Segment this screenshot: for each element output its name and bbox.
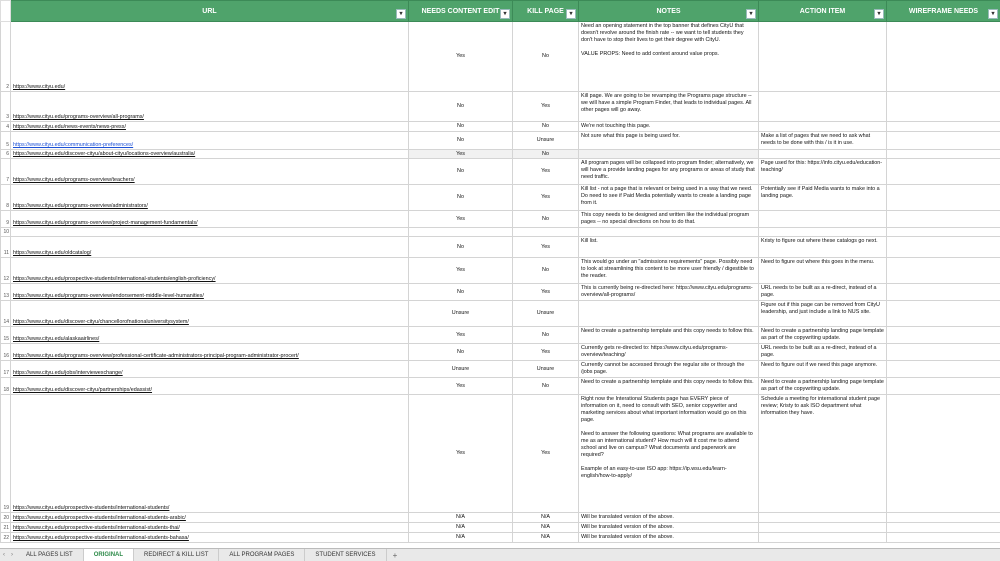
row-number: 15 — [1, 327, 11, 344]
table-body — [1, 22, 1000, 543]
wireframe-needs-cell[interactable] — [887, 284, 1000, 301]
url-cell[interactable]: https://www.cityu.edu/prospective-students/international-students/english-proficiency/ — [11, 258, 409, 284]
table-row — [1, 150, 1000, 159]
table-row — [1, 361, 1000, 378]
needs-content-edit-cell[interactable]: No — [409, 344, 513, 361]
table-row — [1, 122, 1000, 132]
notes-cell[interactable] — [579, 301, 759, 327]
action-item-cell[interactable] — [759, 150, 887, 159]
wireframe-needs-cell[interactable] — [887, 159, 1000, 185]
notes-cell[interactable]: Right now the Interational Students page has EVERY piece of information on it, need to consult with SEO, senior copywriter and marketing services about what important information would go on this page. Need to answer the following questions: What programs are available to me as an international student? How much will it cost me to attend school and live on campus? What documents and paperwork are required? Example of an easy-to-use ISO app: https://ip.wsu.edu/learn-english/how-to-apply/ — [579, 395, 759, 513]
action-item-cell[interactable] — [759, 523, 887, 533]
row-number: 19 — [1, 395, 11, 513]
row-number: 6 — [1, 150, 11, 159]
notes-cell[interactable]: Will be translated version of the above. — [579, 533, 759, 543]
action-item-cell[interactable]: Need to create a partnership landing page template as part of the copywriting update. — [759, 378, 887, 395]
header-row — [1, 1, 1000, 22]
action-item-cell[interactable]: Need to figure out if we need this page anymore. — [759, 361, 887, 378]
table-row — [1, 284, 1000, 301]
header-kill-page[interactable]: KILL PAGE ▾ — [513, 1, 579, 22]
action-item-cell[interactable]: Figure out if this page can be removed from CityU leadership, and just include a link to NUS site. — [759, 301, 887, 327]
needs-content-edit-cell[interactable]: N/A — [409, 513, 513, 523]
action-item-cell[interactable]: Need to figure out where this goes in the menu. — [759, 258, 887, 284]
kill-page-cell[interactable]: Yes — [513, 344, 579, 361]
needs-content-edit-cell[interactable]: Unsure — [409, 301, 513, 327]
table-row — [1, 258, 1000, 284]
notes-cell[interactable] — [579, 150, 759, 159]
needs-content-edit-cell[interactable]: No — [409, 92, 513, 122]
url-cell[interactable]: https://www.cityu.edu/ — [11, 22, 409, 92]
action-item-cell[interactable]: Schedule a meeting for international student page review; Kristy to ask ISO department what information they have. — [759, 395, 887, 513]
needs-content-edit-cell[interactable]: Yes — [409, 211, 513, 228]
kill-page-cell[interactable]: No — [513, 327, 579, 344]
action-item-cell[interactable] — [759, 22, 887, 92]
notes-cell[interactable]: This would go under an "admissions requirements" page. Possibly need to look at streamlining this content to be more user friendly / digestible to the reader. — [579, 258, 759, 284]
wireframe-needs-cell[interactable] — [887, 22, 1000, 92]
table-row — [1, 159, 1000, 185]
wireframe-needs-cell[interactable] — [887, 211, 1000, 228]
action-item-cell[interactable] — [759, 533, 887, 543]
wireframe-needs-cell[interactable] — [887, 122, 1000, 132]
url-cell[interactable]: https://www.cityu.edu/programs-overview/project-management-fundamentals/ — [11, 211, 409, 228]
notes-cell[interactable]: This is currently being re-directed here: https://www.cityu.edu/programs-overview/all-programs/ — [579, 284, 759, 301]
kill-page-cell[interactable]: Yes — [513, 159, 579, 185]
action-item-cell[interactable]: URL needs to be built as a re-direct, instead of a page. — [759, 344, 887, 361]
wireframe-needs-cell[interactable] — [887, 523, 1000, 533]
action-item-cell[interactable]: Make a list of pages that we need to ask what needs to be done with this / is it in use. — [759, 132, 887, 150]
kill-page-cell[interactable]: Yes — [513, 395, 579, 513]
table-row — [1, 185, 1000, 211]
row-number: 10 — [1, 228, 11, 237]
wireframe-needs-cell[interactable] — [887, 150, 1000, 159]
wireframe-needs-cell[interactable] — [887, 301, 1000, 327]
url-cell[interactable] — [11, 228, 409, 237]
needs-content-edit-cell[interactable]: No — [409, 122, 513, 132]
kill-page-cell[interactable]: Yes — [513, 237, 579, 258]
action-item-cell[interactable] — [759, 228, 887, 237]
row-number: 11 — [1, 237, 11, 258]
needs-content-edit-cell[interactable]: Yes — [409, 22, 513, 92]
wireframe-needs-cell[interactable] — [887, 344, 1000, 361]
action-item-cell[interactable]: URL needs to be built as a re-direct, instead of a page. — [759, 284, 887, 301]
needs-content-edit-cell[interactable]: Yes — [409, 378, 513, 395]
filter-dropdown-icon[interactable]: ▾ — [746, 9, 756, 19]
wireframe-needs-cell[interactable] — [887, 513, 1000, 523]
url-cell[interactable]: https://www.cityu.edu/jobs/interviewexchange/ — [11, 361, 409, 378]
filter-dropdown-icon[interactable]: ▾ — [988, 9, 998, 19]
notes-cell[interactable]: Not sure what this page is being used for. — [579, 132, 759, 150]
url-cell[interactable]: https://www.cityu.edu/discover-cityu/about-cityu/locations-overview/australia/ — [11, 150, 409, 159]
kill-page-cell[interactable]: No — [513, 122, 579, 132]
row-number: 9 — [1, 211, 11, 228]
row-number-header — [1, 1, 11, 22]
kill-page-cell[interactable]: Unsure — [513, 132, 579, 150]
url-cell[interactable]: https://www.cityu.edu/news-events/news-press/ — [11, 122, 409, 132]
url-cell[interactable]: https://www.cityu.edu/discover-cityu/partnerships/edassist/ — [11, 378, 409, 395]
wireframe-needs-cell[interactable] — [887, 395, 1000, 513]
url-cell[interactable]: https://www.cityu.edu/programs-overview/teachers/ — [11, 159, 409, 185]
needs-content-edit-cell[interactable]: N/A — [409, 523, 513, 533]
row-number: 18 — [1, 378, 11, 395]
filter-dropdown-icon[interactable]: ▾ — [396, 9, 406, 19]
wireframe-needs-cell[interactable] — [887, 258, 1000, 284]
row-number: 8 — [1, 185, 11, 211]
url-cell[interactable]: https://www.cityu.edu/prospective-students/international-students-arabic/ — [11, 513, 409, 523]
tab-all-program-pages[interactable]: ALL PROGRAM PAGES — [219, 549, 305, 561]
row-number: 22 — [1, 533, 11, 543]
notes-cell[interactable]: Will be translated version of the above. — [579, 523, 759, 533]
kill-page-cell[interactable]: Unsure — [513, 361, 579, 378]
needs-content-edit-cell[interactable]: Unsure — [409, 361, 513, 378]
kill-page-cell[interactable] — [513, 228, 579, 237]
url-cell[interactable]: https://www.cityu.edu/oldcatalog/ — [11, 237, 409, 258]
url-cell[interactable]: https://www.cityu.edu/programs-overview/professional-certificate-administrators-principal-program-administrator-procert/ — [11, 344, 409, 361]
table-row — [1, 327, 1000, 344]
needs-content-edit-cell[interactable]: No — [409, 159, 513, 185]
table-row — [1, 513, 1000, 523]
url-cell[interactable]: https://www.cityu.edu/prospective-students/international-students-bahasa/ — [11, 533, 409, 543]
row-number: 2 — [1, 22, 11, 92]
kill-page-cell[interactable]: No — [513, 150, 579, 159]
url-cell[interactable]: https://www.cityu.edu/alaskaairlines/ — [11, 327, 409, 344]
table-row — [1, 301, 1000, 327]
wireframe-needs-cell[interactable] — [887, 361, 1000, 378]
row-number: 13 — [1, 284, 11, 301]
notes-cell[interactable]: Currently gets re-directed to: https://www.cityu.edu/programs-overview/teaching/ — [579, 344, 759, 361]
header-url[interactable]: URL ▾ — [11, 1, 409, 22]
wireframe-needs-cell[interactable] — [887, 228, 1000, 237]
row-number: 20 — [1, 513, 11, 523]
table-row — [1, 523, 1000, 533]
wireframe-needs-cell[interactable] — [887, 327, 1000, 344]
kill-page-cell[interactable]: No — [513, 258, 579, 284]
url-cell[interactable]: https://www.cityu.edu/programs-overview/all-programs/ — [11, 92, 409, 122]
notes-cell[interactable] — [579, 228, 759, 237]
url-cell[interactable]: https://www.cityu.edu/programs-overview/administrators/ — [11, 185, 409, 211]
tab-scroll-right-icon[interactable]: › — [8, 552, 16, 558]
row-number: 12 — [1, 258, 11, 284]
notes-cell[interactable]: Will be translated version of the above. — [579, 513, 759, 523]
notes-cell[interactable]: We're not touching this page. — [579, 122, 759, 132]
wireframe-needs-cell[interactable] — [887, 378, 1000, 395]
header-wireframe-needs[interactable]: WIREFRAME NEEDS ▾ — [887, 1, 1000, 22]
kill-page-cell[interactable]: Yes — [513, 92, 579, 122]
table-row — [1, 132, 1000, 150]
action-item-cell[interactable] — [759, 513, 887, 523]
needs-content-edit-cell[interactable]: No — [409, 185, 513, 211]
filter-dropdown-icon[interactable]: ▾ — [566, 9, 576, 19]
action-item-cell[interactable]: Page used for this: https://info.cityu.edu/education-teaching/ — [759, 159, 887, 185]
row-number: 7 — [1, 159, 11, 185]
row-number: 14 — [1, 301, 11, 327]
needs-content-edit-cell[interactable]: No — [409, 237, 513, 258]
tab-scroll-left-icon[interactable]: ‹ — [0, 552, 8, 558]
row-number: 17 — [1, 361, 11, 378]
table-row — [1, 92, 1000, 122]
needs-content-edit-cell[interactable]: Yes — [409, 395, 513, 513]
needs-content-edit-cell[interactable]: Yes — [409, 327, 513, 344]
notes-cell[interactable]: Need to create a partnership template and this copy needs to follow this. — [579, 327, 759, 344]
notes-cell[interactable]: Kill list - not a page that is relevant or being used in a way that we need. Do need to see if Paid Media potentially wants to create a landing page from it. — [579, 185, 759, 211]
action-item-cell[interactable] — [759, 211, 887, 228]
needs-content-edit-cell[interactable]: Yes — [409, 150, 513, 159]
wireframe-needs-cell[interactable] — [887, 185, 1000, 211]
kill-page-cell[interactable]: Unsure — [513, 301, 579, 327]
table-row — [1, 378, 1000, 395]
wireframe-needs-cell[interactable] — [887, 533, 1000, 543]
action-item-cell[interactable] — [759, 92, 887, 122]
notes-cell[interactable]: All program pages will be collapsed into program finder; alternatively, we will have a provide landing pages for any programs or areas of study that need traffic. — [579, 159, 759, 185]
table-row — [1, 533, 1000, 543]
table-row — [1, 237, 1000, 258]
tab-redirect-kill-list[interactable]: REDIRECT & KILL LIST — [134, 549, 219, 561]
url-cell[interactable]: https://www.cityu.edu/programs-overview/endorsement-middle-level-humanities/ — [11, 284, 409, 301]
filter-dropdown-icon[interactable]: ▾ — [874, 9, 884, 19]
row-number: 3 — [1, 92, 11, 122]
needs-content-edit-cell[interactable]: No — [409, 132, 513, 150]
table-row — [1, 228, 1000, 237]
kill-page-cell[interactable]: Yes — [513, 185, 579, 211]
kill-page-cell[interactable]: No — [513, 378, 579, 395]
wireframe-needs-cell[interactable] — [887, 132, 1000, 150]
tab-all-pages-list[interactable]: ALL PAGES LIST — [16, 549, 84, 561]
kill-page-cell[interactable]: N/A — [513, 513, 579, 523]
sheet-tab-bar — [0, 548, 1000, 561]
url-cell[interactable]: https://www.cityu.edu/discover-cityu/chancellorofnationaluniversitysystem/ — [11, 301, 409, 327]
row-number: 4 — [1, 122, 11, 132]
kill-page-cell[interactable]: Yes — [513, 284, 579, 301]
needs-content-edit-cell[interactable] — [409, 228, 513, 237]
notes-cell[interactable]: Kill list. — [579, 237, 759, 258]
wireframe-needs-cell[interactable] — [887, 92, 1000, 122]
notes-cell[interactable]: Need an opening statement in the top banner that defines CityU that doesn't revolve around the finish rate -- we want to tell students they don't have to stop their lives to get their degree with CityU. VALUE PROPS: Need to add context around value props. — [579, 22, 759, 92]
tab-student-services[interactable]: STUDENT SERVICES — [305, 549, 386, 561]
action-item-cell[interactable]: Kristy to figure out where these catalogs go next. — [759, 237, 887, 258]
action-item-cell[interactable] — [759, 122, 887, 132]
needs-content-edit-cell[interactable]: Yes — [409, 258, 513, 284]
tab-original[interactable]: ORIGINAL — [84, 549, 134, 561]
needs-content-edit-cell[interactable]: N/A — [409, 533, 513, 543]
notes-cell[interactable]: Kill page. We are going to be revamping the Programs page structure -- we will have a simple Program Finder, that leads to individual pages. All other pages will go away. — [579, 92, 759, 122]
header-action-item[interactable]: ACTION ITEM ▾ — [759, 1, 887, 22]
kill-page-cell[interactable]: N/A — [513, 523, 579, 533]
kill-page-cell[interactable]: No — [513, 211, 579, 228]
table-row — [1, 395, 1000, 513]
notes-cell[interactable]: This copy needs to be designed and written like the individual program pages -- no special directions on how to do that. — [579, 211, 759, 228]
header-needs-content-edit[interactable]: NEEDS CONTENT EDIT ▾ — [409, 1, 513, 22]
notes-cell[interactable]: Currently cannot be accessed through the regular site or through the /jobs page. — [579, 361, 759, 378]
action-item-cell[interactable]: Potentially see if Paid Media wants to make into a landing page. — [759, 185, 887, 211]
url-cell[interactable]: https://www.cityu.edu/communication-preferences/ — [11, 132, 409, 150]
row-number: 5 — [1, 132, 11, 150]
table-row — [1, 211, 1000, 228]
url-cell[interactable]: https://www.cityu.edu/prospective-students/international-students/ — [11, 395, 409, 513]
url-cell[interactable]: https://www.cityu.edu/prospective-students/international-students-thai/ — [11, 523, 409, 533]
table-row — [1, 22, 1000, 92]
wireframe-needs-cell[interactable] — [887, 237, 1000, 258]
notes-cell[interactable]: Need to create a partnership template and this copy needs to follow this. — [579, 378, 759, 395]
kill-page-cell[interactable]: N/A — [513, 533, 579, 543]
add-sheet-icon[interactable]: + — [387, 551, 404, 560]
action-item-cell[interactable]: Need to create a partnership landing page template as part of the copywriting update. — [759, 327, 887, 344]
row-number: 16 — [1, 344, 11, 361]
kill-page-cell[interactable]: No — [513, 22, 579, 92]
row-number: 21 — [1, 523, 11, 533]
header-notes[interactable]: NOTES ▾ — [579, 1, 759, 22]
filter-dropdown-icon[interactable]: ▾ — [500, 9, 510, 19]
table-row — [1, 344, 1000, 361]
needs-content-edit-cell[interactable]: No — [409, 284, 513, 301]
